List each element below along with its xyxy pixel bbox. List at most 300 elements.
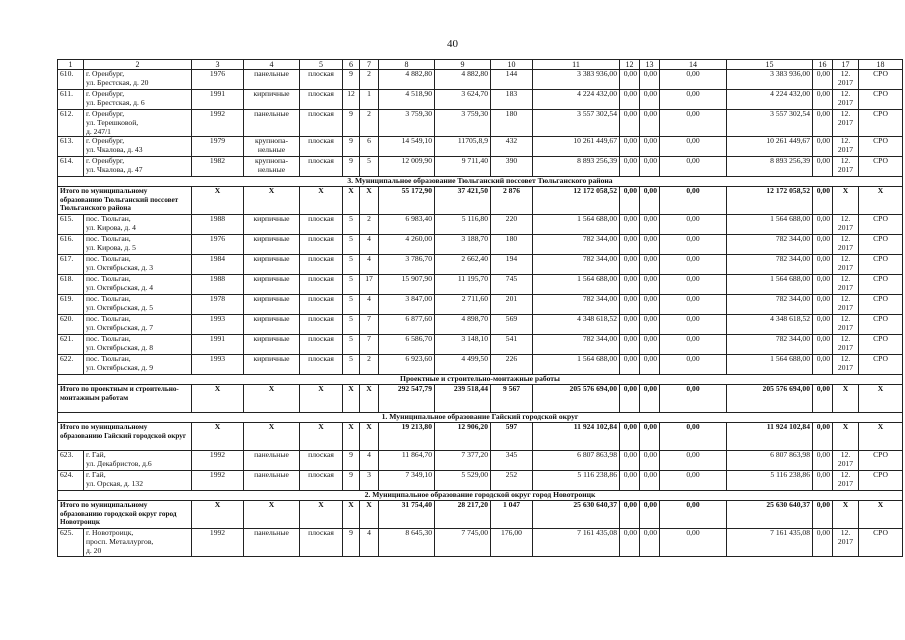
table-cell: 0,00 [640,385,660,413]
table-cell: 5 116 238,86 [533,471,620,491]
table-cell: 0,00 [620,529,640,556]
table-cell: 6 [360,137,379,157]
table-cell: 2 876 [491,187,533,215]
table-cell: 0,00 [813,423,833,451]
table-cell: X [192,423,244,451]
table-cell: 782 344,00 [533,255,620,275]
table-cell: 390 [491,157,533,177]
table-cell: 5 [343,235,360,255]
table-cell: плоская [300,275,343,295]
table-row [58,215,903,235]
page-number: 40 [447,38,458,50]
table-cell: 1993 [192,355,244,375]
table-cell: 3 759,30 [379,110,435,137]
table-cell: 1 564 688,00 [727,275,813,295]
table-cell: 0,00 [660,137,727,157]
table-cell: СРО [859,255,903,275]
table-cell: 0,00 [620,187,640,215]
table-row [58,295,903,315]
table-cell: 1988 [192,215,244,235]
table-cell: 55 172,90 [379,187,435,215]
table-cell: СРО [859,90,903,110]
table-cell: 180 [491,235,533,255]
table-cell: 12. 2017 [833,137,859,157]
table-cell: 11705,8,9 [435,137,491,157]
table-cell: 12. 2017 [833,471,859,491]
column-header-row [58,60,903,70]
table-cell: 0,00 [640,501,660,529]
table-cell: г. Оренбург, ул. Терешковой, д. 247/1 [84,110,192,137]
table-cell: X [244,187,300,215]
table-cell: пос. Тюльган, ул. Октябрьская, д. 9 [84,355,192,375]
table-cell: 0,00 [620,471,640,491]
table-cell: г. Гай, ул. Декабристов, д.6 [84,451,192,471]
table-cell: 6 877,60 [379,315,435,335]
table-cell: 12. 2017 [833,110,859,137]
table-cell: 1991 [192,335,244,355]
table-cell: 205 576 694,00 [533,385,620,413]
table-cell: 7 [360,315,379,335]
table-cell: 2 [360,70,379,90]
table-cell: 0,00 [620,215,640,235]
table-cell: 0,00 [640,335,660,355]
table-cell: X [343,423,360,451]
table-row [58,451,903,471]
table-cell: 615. [58,215,84,235]
subtotal-row [58,385,903,413]
table-cell: 0,00 [813,335,833,355]
table-cell: 625. [58,529,84,556]
table-cell: X [244,501,300,529]
table-cell: 4 518,90 [379,90,435,110]
table-cell: X [192,187,244,215]
table-cell: 782 344,00 [727,295,813,315]
column-header: 2 [84,60,192,70]
table-cell: 0,00 [620,451,640,471]
table-cell: СРО [859,335,903,355]
table-cell: 0,00 [813,70,833,90]
table-cell: X [360,187,379,215]
column-header: 10 [491,60,533,70]
table-cell: X [244,423,300,451]
table-cell: кирпичные [244,215,300,235]
column-header: 8 [379,60,435,70]
section-heading: Проектные и строительно-монтажные работы [58,375,903,385]
table-cell: 0,00 [660,355,727,375]
column-header: 5 [300,60,343,70]
table-cell: 0,00 [660,235,727,255]
table-cell: 4 224 432,00 [727,90,813,110]
table-cell: X [859,423,903,451]
table-row [58,529,903,556]
table-cell: 3 188,70 [435,235,491,255]
table-cell: панельные [244,451,300,471]
table-cell: плоская [300,295,343,315]
table-cell: 745 [491,275,533,295]
table-cell: 618. [58,275,84,295]
table-cell: 5 [343,335,360,355]
table-cell: 6 983,40 [379,215,435,235]
table-cell: 12 172 058,52 [533,187,620,215]
table-cell: 0,00 [620,90,640,110]
table-cell: 782 344,00 [533,335,620,355]
table-cell: 1976 [192,70,244,90]
table-cell: 0,00 [813,355,833,375]
table-cell: 0,00 [660,215,727,235]
table-cell: кирпичные [244,355,300,375]
table-cell: 0,00 [660,110,727,137]
table-cell: 7 161 435,08 [727,529,813,556]
table-cell: 0,00 [813,295,833,315]
table-cell: 1979 [192,137,244,157]
table-cell: 1992 [192,529,244,556]
table-cell: пос. Тюльган, ул. Октябрьская, д. 4 [84,275,192,295]
table-cell: плоская [300,529,343,556]
table-cell: 4 [360,295,379,315]
table-cell: кирпичные [244,335,300,355]
table-cell: 6 807 863,98 [533,451,620,471]
table-cell: плоская [300,215,343,235]
table-cell: 12 [343,90,360,110]
table-cell: 1988 [192,275,244,295]
table-cell: X [833,187,859,215]
section-heading-row [58,491,903,501]
table-cell: 194 [491,255,533,275]
table-cell: 2 662,40 [435,255,491,275]
table-row [58,275,903,295]
table-cell: плоская [300,451,343,471]
table-cell: плоская [300,471,343,491]
table-cell: X [300,423,343,451]
table-cell: 0,00 [660,529,727,556]
table-cell: СРО [859,110,903,137]
table-cell: г. Оренбург, ул. Брестская, д. 6 [84,90,192,110]
table-cell: 0,00 [620,255,640,275]
table-cell: 7 349,10 [379,471,435,491]
table-cell: X [360,385,379,413]
table-cell: 0,00 [813,385,833,413]
table-cell: 12 009,90 [379,157,435,177]
table-cell: 2 [360,215,379,235]
table-cell: 0,00 [813,529,833,556]
table-cell: 12 906,20 [435,423,491,451]
table-cell: 0,00 [813,187,833,215]
table-cell: 180 [491,110,533,137]
column-header: 17 [833,60,859,70]
table-cell: 9 [343,70,360,90]
table-cell: 610. [58,70,84,90]
table-cell: 432 [491,137,533,157]
table-cell: X [300,385,343,413]
table-row [58,255,903,275]
table-cell: 4 [360,235,379,255]
table-cell: X [833,385,859,413]
table-row [58,235,903,255]
column-header: 6 [343,60,360,70]
table-cell: 1992 [192,110,244,137]
table-body [58,60,903,557]
table-cell: 3 383 936,00 [533,70,620,90]
column-header: 13 [640,60,660,70]
table-cell: 0,00 [660,187,727,215]
table-cell: 622. [58,355,84,375]
table-cell: панельные [244,70,300,90]
table-cell: плоская [300,235,343,255]
table-cell: панельные [244,529,300,556]
table-cell: 4 882,80 [435,70,491,90]
table-cell: 0,00 [813,215,833,235]
table-cell: кирпичные [244,295,300,315]
table-cell: 623. [58,451,84,471]
table-cell: 0,00 [660,451,727,471]
table-cell: 1 047 [491,501,533,529]
table-cell: 0,00 [640,529,660,556]
table-cell: 8 645,30 [379,529,435,556]
table-cell: 0,00 [640,295,660,315]
table-cell: 11 195,70 [435,275,491,295]
subtotal-label: Итого по муниципальному образованию Гайский городской округ [58,423,192,451]
table-cell: 12. 2017 [833,295,859,315]
table-cell: пос. Тюльган, ул. Октябрьская, д. 3 [84,255,192,275]
table-cell: 9 [343,157,360,177]
table-cell: плоская [300,355,343,375]
table-cell: 0,00 [813,451,833,471]
table-cell: 624. [58,471,84,491]
table-row [58,315,903,335]
table-cell: 176,00 [491,529,533,556]
table-row [58,70,903,90]
table-cell: 0,00 [640,423,660,451]
table-cell: 6 807 863,98 [727,451,813,471]
table-cell: 10 261 449,67 [727,137,813,157]
table-cell: 252 [491,471,533,491]
table-cell: 8 893 256,39 [727,157,813,177]
column-header: 15 [727,60,813,70]
table-cell: 239 518,44 [435,385,491,413]
table-cell: 616. [58,235,84,255]
section-heading: 1. Муниципальное образование Гайский городской округ [58,413,903,423]
column-header: 4 [244,60,300,70]
table-cell: 0,00 [660,90,727,110]
table-cell: 0,00 [813,315,833,335]
table-cell: X [300,187,343,215]
table-cell: 0,00 [620,110,640,137]
table-cell: 12. 2017 [833,275,859,295]
table-cell: 0,00 [620,501,640,529]
table-cell: 0,00 [640,235,660,255]
table-row [58,90,903,110]
table-cell: 0,00 [620,315,640,335]
table-cell: 9 567 [491,385,533,413]
table-cell: 3 847,00 [379,295,435,315]
table-cell: 2 [360,110,379,137]
table-cell: 1 564 688,00 [727,215,813,235]
table-cell: 4 [360,255,379,275]
table-cell: СРО [859,315,903,335]
table-cell: 0,00 [620,70,640,90]
table-cell: 782 344,00 [533,235,620,255]
table-cell: пос. Тюльган, ул. Кирова, д. 5 [84,235,192,255]
table-cell: 0,00 [660,255,727,275]
table-cell: 9 [343,471,360,491]
table-cell: 0,00 [640,110,660,137]
table-cell: г. Оренбург, ул. Брестская, д. 20 [84,70,192,90]
table-cell: 612. [58,110,84,137]
table-cell: 7 [360,335,379,355]
table-cell: 4 898,70 [435,315,491,335]
column-header: 1 [58,60,84,70]
subtotal-label: Итого по проектным и строительно-монтажным работам [58,385,192,413]
table-cell: 17 [360,275,379,295]
table-cell: 7 377,20 [435,451,491,471]
table-cell: 1978 [192,295,244,315]
table-cell: 4 [360,529,379,556]
table-cell: СРО [859,471,903,491]
table-cell: 1991 [192,90,244,110]
table-cell: X [343,385,360,413]
table-cell: 0,00 [640,137,660,157]
table-cell: 0,00 [660,315,727,335]
table-cell: 28 217,20 [435,501,491,529]
table-cell: 0,00 [640,70,660,90]
column-header: 3 [192,60,244,70]
table-row [58,355,903,375]
table-cell: 0,00 [620,235,640,255]
table-cell: X [833,423,859,451]
table-cell: 12. 2017 [833,157,859,177]
table-cell: 0,00 [640,90,660,110]
table-cell: 12. 2017 [833,335,859,355]
table-cell: СРО [859,70,903,90]
table-cell: 25 630 640,37 [727,501,813,529]
table-cell: 12. 2017 [833,529,859,556]
table-cell: 4 882,80 [379,70,435,90]
table-cell: 1 564 688,00 [727,355,813,375]
table-cell: 620. [58,315,84,335]
table-cell: пос. Тюльган, ул. Октябрьская, д. 7 [84,315,192,335]
table-cell: 0,00 [660,335,727,355]
table-cell: 7 745,00 [435,529,491,556]
table-cell: 0,00 [640,355,660,375]
table-cell: 2 711,60 [435,295,491,315]
table-cell: 1 564 688,00 [533,275,620,295]
table-cell: 611. [58,90,84,110]
column-header: 16 [813,60,833,70]
table-cell: X [360,423,379,451]
table-cell: 0,00 [660,501,727,529]
table-cell: 0,00 [813,471,833,491]
table-cell: СРО [859,451,903,471]
table-cell: 4 [360,451,379,471]
table-cell: 0,00 [620,385,640,413]
table-cell: 226 [491,355,533,375]
table-cell: X [300,501,343,529]
table-cell: 12 172 058,52 [727,187,813,215]
table-cell: 0,00 [640,471,660,491]
table-cell: 0,00 [640,187,660,215]
table-cell: 292 547,79 [379,385,435,413]
table-row [58,110,903,137]
table-cell: 8 893 256,39 [533,157,620,177]
table-cell: плоская [300,315,343,335]
table-cell: СРО [859,215,903,235]
table-cell: 541 [491,335,533,355]
table-cell: 0,00 [660,157,727,177]
section-heading: 3. Муниципальное образование Тюльганский поссовет Тюльганского района [58,177,903,187]
table-cell: 0,00 [813,235,833,255]
table-cell: 569 [491,315,533,335]
table-cell: X [343,501,360,529]
table-cell: 9 711,40 [435,157,491,177]
table-cell: пос. Тюльган, ул. Октябрьская, д. 5 [84,295,192,315]
table-cell: 0,00 [660,70,727,90]
table-cell: 25 630 640,37 [533,501,620,529]
table-cell: 0,00 [660,423,727,451]
table-cell: 5 116 238,86 [727,471,813,491]
table-cell: 15 907,90 [379,275,435,295]
column-header: 7 [360,60,379,70]
table-cell: 1976 [192,235,244,255]
table-cell: X [192,385,244,413]
table-cell: 4 348 618,52 [727,315,813,335]
table-cell: крупнопа- нельные [244,137,300,157]
table-cell: 183 [491,90,533,110]
table-cell: 1 [360,90,379,110]
table-row [58,471,903,491]
table-cell: 6 586,70 [379,335,435,355]
table-cell: 0,00 [813,90,833,110]
table-cell: 6 923,60 [379,355,435,375]
table-cell: 31 754,40 [379,501,435,529]
table-cell: 0,00 [640,275,660,295]
table-cell: 782 344,00 [727,255,813,275]
table-cell: 0,00 [620,275,640,295]
table-cell: 3 786,70 [379,255,435,275]
table-cell: панельные [244,110,300,137]
table-cell: СРО [859,295,903,315]
table-cell: 5 [343,215,360,235]
table-cell: 0,00 [620,355,640,375]
table-cell: 0,00 [640,255,660,275]
table-cell: 0,00 [813,157,833,177]
table-cell: 9 [343,451,360,471]
table-cell: 621. [58,335,84,355]
capital-repair-table [57,59,903,557]
table-cell: 3 148,10 [435,335,491,355]
table-cell: 11 924 102,84 [727,423,813,451]
table-cell: X [343,187,360,215]
table-cell: 0,00 [813,501,833,529]
table-cell: 220 [491,215,533,235]
table-cell: 3 557 302,54 [533,110,620,137]
table-cell: 613. [58,137,84,157]
table-cell: 782 344,00 [727,335,813,355]
subtotal-row [58,187,903,215]
table-cell: 345 [491,451,533,471]
subtotal-label: Итого по муниципальному образованию Тюльганский поссовет Тюльганского района [58,187,192,215]
table-cell: X [859,501,903,529]
table-cell: крупнопа- нельные [244,157,300,177]
table-cell: плоская [300,157,343,177]
table-cell: 12. 2017 [833,355,859,375]
table-cell: 5 [343,295,360,315]
table-cell: кирпичные [244,235,300,255]
table-cell: 1 564 688,00 [533,355,620,375]
section-heading-row [58,413,903,423]
table-cell: 0,00 [813,255,833,275]
table-cell: 12. 2017 [833,451,859,471]
table-cell: 0,00 [813,110,833,137]
